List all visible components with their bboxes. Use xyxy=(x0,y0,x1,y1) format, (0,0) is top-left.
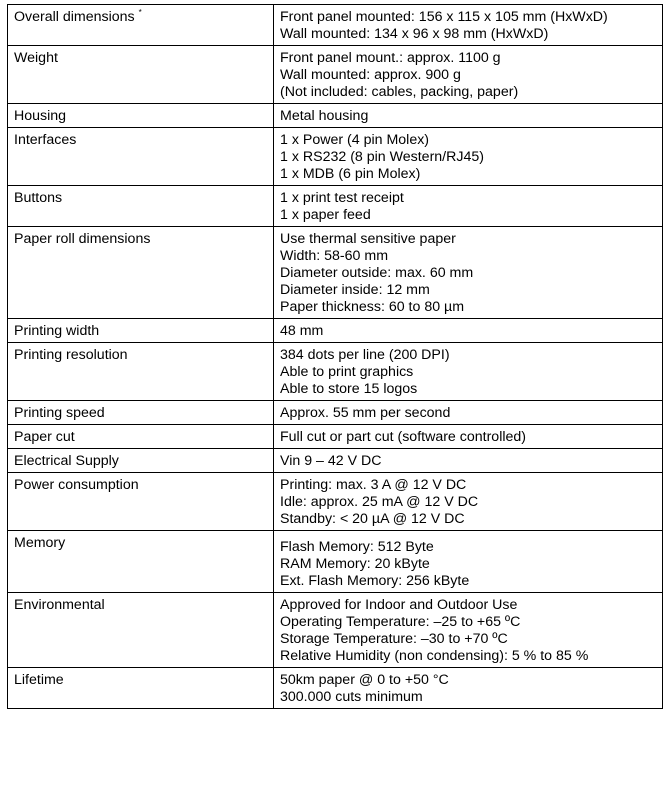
spec-value-line: Front panel mount.: approx. 1100 g xyxy=(280,50,501,66)
spec-label: Paper roll dimensions xyxy=(14,231,151,247)
spec-value-cell xyxy=(274,186,663,227)
spec-label: Power consumption xyxy=(14,477,139,493)
spec-value-line: Wall mounted: 134 x 96 x 98 mm (HxWxD) xyxy=(280,26,549,42)
spec-label-cell xyxy=(8,343,274,401)
spec-label: Overall dimensions xyxy=(14,9,135,25)
spec-row xyxy=(8,319,663,343)
spec-value-cell xyxy=(274,343,663,401)
spec-row xyxy=(8,668,663,709)
spec-value-line: 48 mm xyxy=(280,323,324,339)
spec-value-line: Able to print graphics xyxy=(280,364,414,380)
spec-label: Interfaces xyxy=(14,132,77,148)
spec-label-cell xyxy=(8,319,274,343)
spec-row xyxy=(8,186,663,227)
spec-value-line: Metal housing xyxy=(280,108,369,124)
spec-value-cell xyxy=(274,5,663,46)
spec-value-line: 50km paper @ 0 to +50 °C xyxy=(280,672,449,688)
spec-label-cell xyxy=(8,5,274,46)
spec-row xyxy=(8,425,663,449)
spec-label-cell xyxy=(8,531,274,593)
spec-value-cell xyxy=(274,46,663,104)
spec-label-cell xyxy=(8,46,274,104)
spec-label: Lifetime xyxy=(14,672,64,688)
spec-value-cell xyxy=(274,227,663,319)
spec-label-cell xyxy=(8,425,274,449)
spec-value-cell xyxy=(274,449,663,473)
spec-value-line: Vin 9 – 42 V DC xyxy=(280,453,382,469)
spec-value-line: RAM Memory: 20 kByte xyxy=(280,556,430,572)
spec-value-line: Able to store 15 logos xyxy=(280,381,418,397)
spec-value-line: Idle: approx. 25 mA @ 12 V DC xyxy=(280,494,479,510)
spec-table-body xyxy=(8,5,663,709)
spec-row xyxy=(8,128,663,186)
spec-value-line: Ext. Flash Memory: 256 kByte xyxy=(280,573,470,589)
spec-label: Housing xyxy=(14,108,67,124)
spec-value-line: 1 x MDB (6 pin Molex) xyxy=(280,166,421,182)
spec-label-cell xyxy=(8,401,274,425)
spec-row xyxy=(8,227,663,319)
spec-row xyxy=(8,473,663,531)
spec-value-line: Approx. 55 mm per second xyxy=(280,405,451,421)
spec-value-line: Standby: < 20 µA @ 12 V DC xyxy=(280,511,465,527)
spec-label-cell xyxy=(8,668,274,709)
spec-row xyxy=(8,46,663,104)
spec-value-cell xyxy=(274,473,663,531)
spec-value-line: 384 dots per line (200 DPI) xyxy=(280,347,450,363)
spec-value-line: Front panel mounted: 156 x 115 x 105 mm (HxWxD) xyxy=(280,9,608,25)
spec-label-cell xyxy=(8,227,274,319)
spec-value-cell xyxy=(274,425,663,449)
spec-row xyxy=(8,401,663,425)
spec-label-cell xyxy=(8,473,274,531)
spec-value-cell xyxy=(274,319,663,343)
spec-row xyxy=(8,104,663,128)
spec-label: Printing width xyxy=(14,323,100,339)
spec-label: Weight xyxy=(14,50,58,66)
spec-value-cell xyxy=(274,531,663,593)
spec-label-cell xyxy=(8,593,274,668)
spec-value-line: Wall mounted: approx. 900 g xyxy=(280,67,461,83)
spec-value-line: Diameter outside: max. 60 mm xyxy=(280,265,474,281)
spec-value-line: 1 x RS232 (8 pin Western/RJ45) xyxy=(280,149,484,165)
spec-value-line: Paper thickness: 60 to 80 µm xyxy=(280,299,465,315)
spec-label: Buttons xyxy=(14,190,63,206)
spec-value-cell xyxy=(274,128,663,186)
spec-table xyxy=(7,4,663,709)
spec-value-line: Storage Temperature: –30 to +70 ºC xyxy=(280,631,508,647)
spec-value-line: 1 x paper feed xyxy=(280,207,371,223)
spec-value-line: 300.000 cuts minimum xyxy=(280,689,423,705)
spec-value-line: Width: 58-60 mm xyxy=(280,248,389,264)
spec-value-cell xyxy=(274,401,663,425)
spec-label: Environmental xyxy=(14,597,105,613)
spec-value-line: 1 x Power (4 pin Molex) xyxy=(280,132,430,148)
footnote-marker: * xyxy=(138,8,142,17)
spec-label: Printing speed xyxy=(14,405,105,421)
spec-row xyxy=(8,343,663,401)
spec-label: Electrical Supply xyxy=(14,453,119,469)
spec-value-line: Flash Memory: 512 Byte xyxy=(280,539,434,555)
spec-row xyxy=(8,531,663,593)
spec-value-line: Diameter inside: 12 mm xyxy=(280,282,430,298)
spec-label-cell xyxy=(8,128,274,186)
spec-value-line: Printing: max. 3 A @ 12 V DC xyxy=(280,477,467,493)
spec-label-cell xyxy=(8,186,274,227)
spec-value-line: (Not included: cables, packing, paper) xyxy=(280,84,519,100)
spec-row xyxy=(8,449,663,473)
spec-label: Memory xyxy=(14,535,66,551)
spec-label: Printing resolution xyxy=(14,347,128,363)
spec-value-line: Full cut or part cut (software controlled) xyxy=(280,429,527,445)
spec-row xyxy=(8,5,663,46)
spec-value-line: Operating Temperature: –25 to +65 ºC xyxy=(280,614,521,630)
spec-value-line: Use thermal sensitive paper xyxy=(280,231,456,247)
spec-value-cell xyxy=(274,593,663,668)
spec-label-cell xyxy=(8,449,274,473)
spec-value-line: Approved for Indoor and Outdoor Use xyxy=(280,597,518,613)
spec-value-line: 1 x print test receipt xyxy=(280,190,404,206)
spec-label: Paper cut xyxy=(14,429,75,445)
spec-label-cell xyxy=(8,104,274,128)
spec-value-line: Relative Humidity (non condensing): 5 % to 85 % xyxy=(280,648,589,664)
spec-value-cell xyxy=(274,104,663,128)
spec-row xyxy=(8,593,663,668)
spec-value-cell xyxy=(274,668,663,709)
